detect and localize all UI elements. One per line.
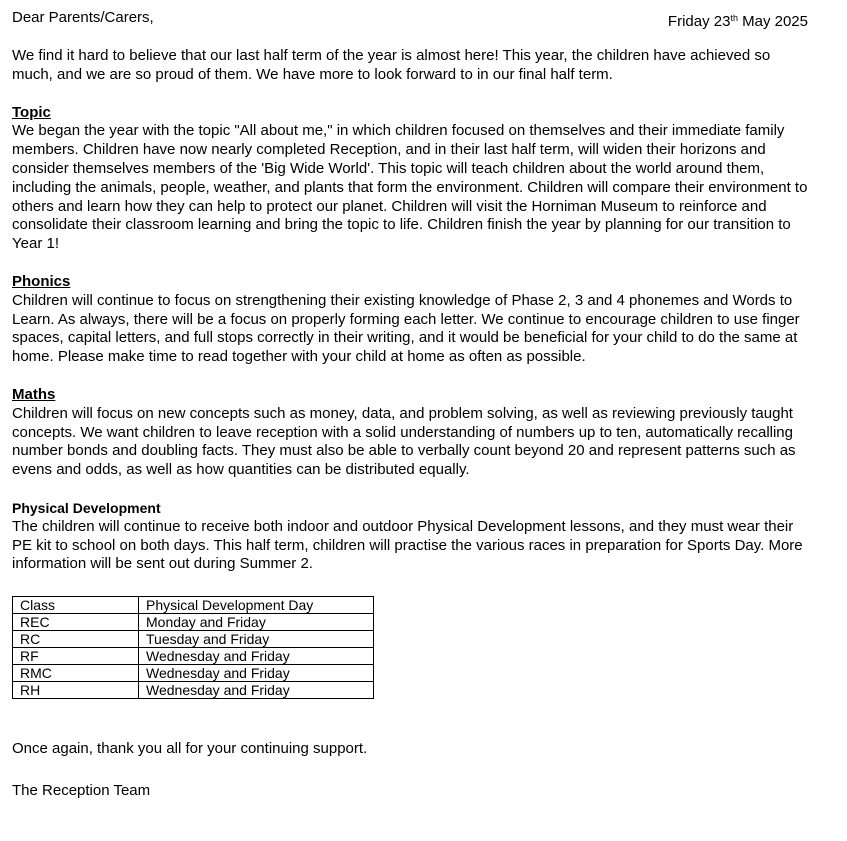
day-cell: Monday and Friday: [139, 614, 374, 631]
maths-paragraph: Children will focus on new concepts such as money, data, and problem solving, as well as reviewing previously taught concepts. We want children to leave reception with a solid understanding of numbers up to ten, automatically recalling number bonds and doubling facts. They must also be able to verbally count beyond 20 and represent patterns such as evens and odds, as well as how quantities can be distributed equally.: [12, 404, 796, 479]
day-cell: Tuesday and Friday: [139, 631, 374, 648]
salutation: Dear Parents/Carers,: [12, 9, 154, 26]
header-cell-day: Physical Development Day: [139, 597, 374, 614]
pd-paragraph: The children will continue to receive both indoor and outdoor Physical Development lessons, and they must wear their PE kit to school on both days. This half term, children will practise the various races in preparation for Sports Day. More information will be sent out during Summer 2.: [12, 517, 803, 573]
phonics-paragraph: Children will continue to focus on strengthening their existing knowledge of Phase 2, 3 and 4 phonemes and Words to Learn. As always, there will be a focus on properly forming each letter. We continue to encourage children to use finger spaces, capital letters, and full stops correctly in their writing, and it would be beneficial for your child to do the same at home. Please make time to read together with your child at home as often as possible.: [12, 291, 800, 366]
class-cell: RF: [13, 648, 139, 665]
letter-date: [668, 9, 812, 28]
signoff: The Reception Team: [12, 781, 151, 799]
table-row: [13, 614, 374, 631]
intro-paragraph: We find it hard to believe that our last half term of the year is almost here! This year, the children have achieved so much, and we are so proud of them. We have more to look forward to in our final half term.: [12, 47, 771, 83]
topic-heading: Topic: [12, 103, 51, 121]
class-cell: RC: [13, 631, 139, 648]
class-cell: REC: [13, 614, 139, 631]
date-rest: May 2025: [737, 13, 808, 30]
phonics-heading: Phonics: [12, 272, 71, 290]
table-row: [13, 631, 374, 648]
table-row: [13, 648, 374, 665]
table-row: [13, 665, 374, 682]
day-cell: Wednesday and Friday: [139, 648, 374, 665]
maths-heading: Maths: [12, 385, 56, 403]
header-cell-class: Class: [13, 597, 139, 614]
letter-page: [12, 9, 812, 801]
closing-line: Once again, thank you all for your continuing support.: [12, 740, 368, 758]
date-day: Friday 23: [667, 13, 731, 30]
class-cell: RMC: [13, 665, 139, 682]
letter-header: [12, 9, 812, 28]
table-row: [13, 682, 374, 699]
topic-paragraph: We began the year with the topic "All about me," in which children focused on themselves and their immediate family members. Children have now nearly completed Reception, and in their last half term, will widen their horizons and consider themselves members of the 'Big Wide World'. This topic will teach children about the world around them, including the animals, people, weather, and plants that form the environment. Children will compare their environment to others and learn how they can help to protect our planet. Children will visit the Horniman Museum to reinforce and consolidate their classroom learning and bring the topic to life. Children finish the year by planning for our transition to Year 1!: [12, 122, 808, 253]
day-cell: Wednesday and Friday: [139, 665, 374, 682]
day-cell: Wednesday and Friday: [139, 682, 374, 699]
date-suffix: th: [730, 13, 738, 23]
pd-schedule-table: [12, 596, 374, 699]
pd-heading: Physical Development: [12, 499, 161, 516]
table-header-row: [13, 597, 374, 614]
class-cell: RH: [13, 682, 139, 699]
